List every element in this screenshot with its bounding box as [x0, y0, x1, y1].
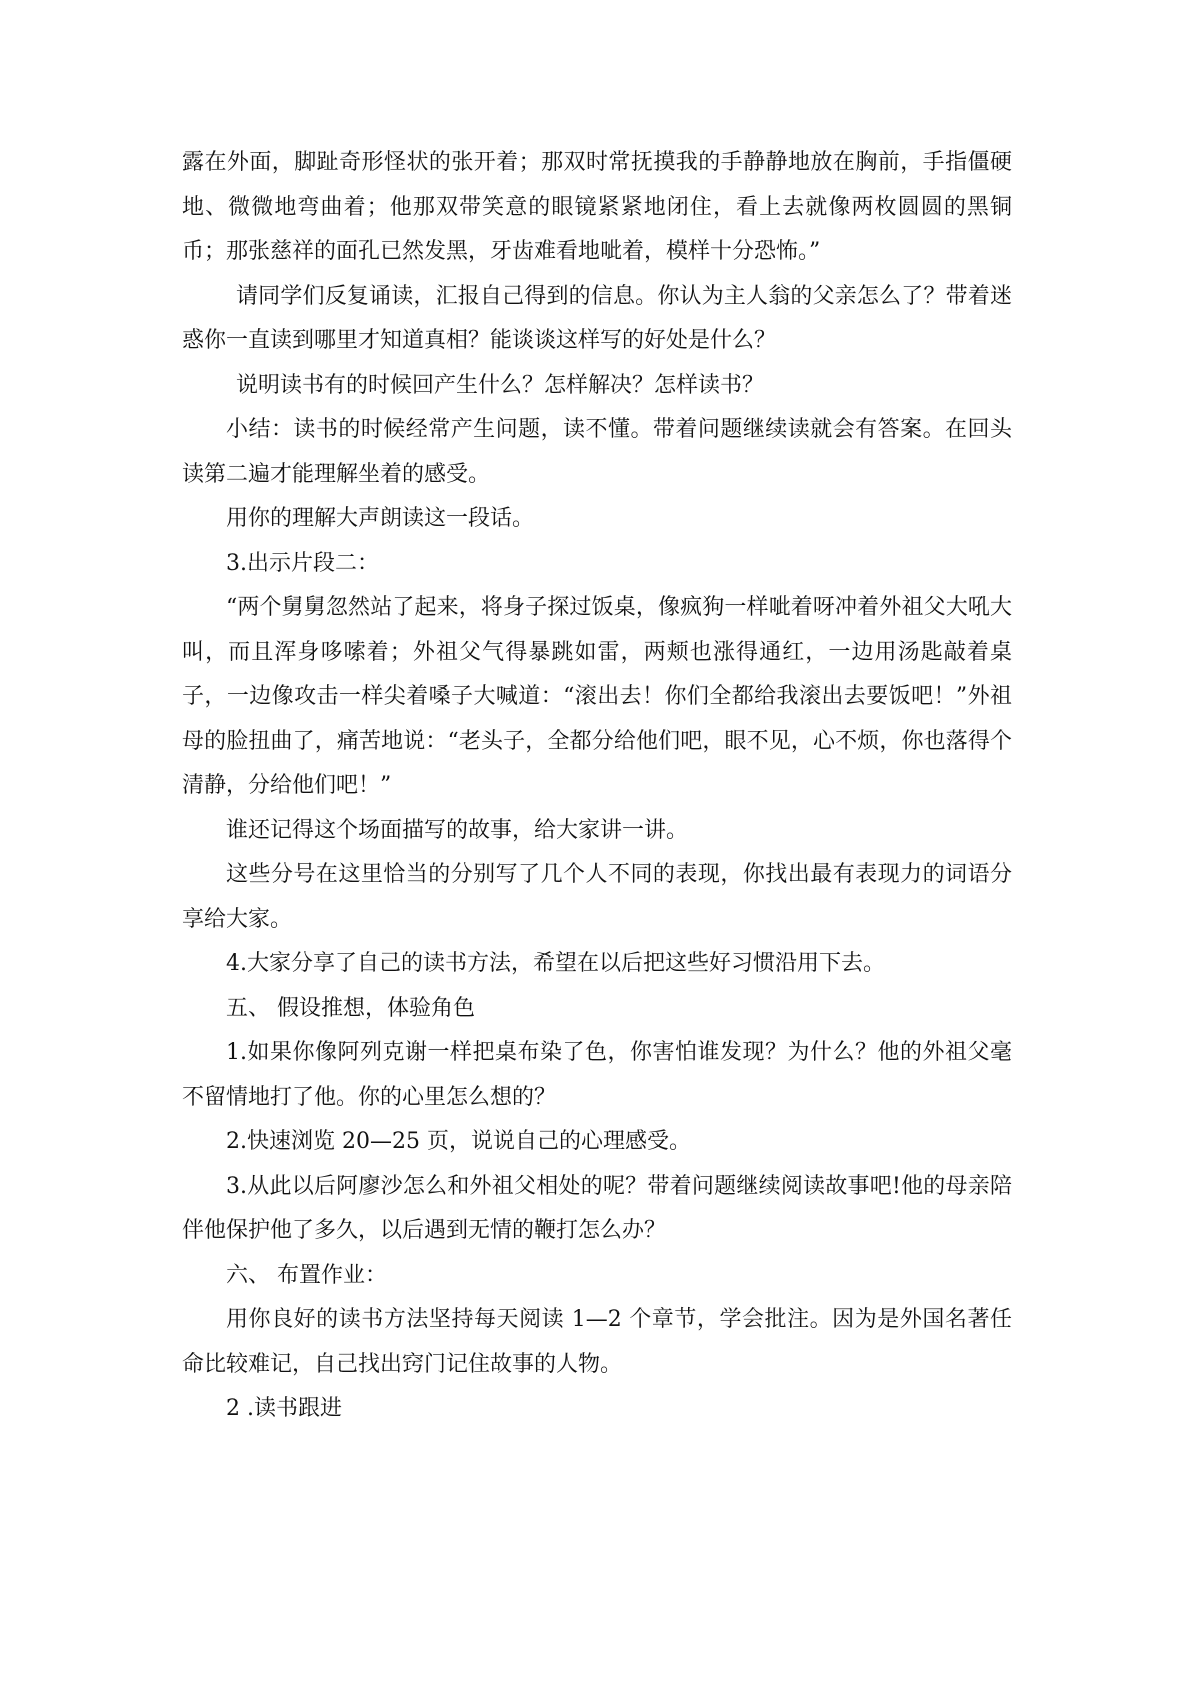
- paragraph-semicolon-task: 这些分号在这里恰当的分别写了几个人不同的表现，你找出最有表现力的词语分享给大家。: [182, 862, 1012, 932]
- document-body: [182, 141, 1012, 1432]
- paragraph-excerpt-two-heading: 3.出示片段二：: [226, 550, 379, 576]
- paragraph-read-aloud: 用你的理解大声朗读这一段话。: [226, 506, 535, 531]
- paragraph-explain-question: 说明读书有的时候回产生什么？怎样解决？怎样读书？: [236, 372, 765, 398]
- paragraph-summary: 小结：读书的时候经常产生问题，读不懂。带着问题继续读就会有答案。在回头读第二遍才能理解坐着的感受。: [182, 417, 1012, 487]
- paragraph-item-one: 1.如果你像阿列克谢一样把桌布染了色，你害怕谁发现？为什么？他的外祖父毫不留情地打了他。你的心里怎么想的？: [182, 1040, 1012, 1110]
- paragraph-share-methods: 4.大家分享了自己的读书方法，希望在以后把这些好习惯沿用下去。: [226, 951, 885, 976]
- section-heading-five: 五、 假设推想，体验角色: [226, 995, 475, 1021]
- paragraph-homework: 用你良好的读书方法坚持每天阅读 1—2 个章节，学会批注。因为是外国名著任命比较难记，自己找出窍门记住故事的人物。: [182, 1307, 1012, 1377]
- section-heading-six: 六、 布置作业：: [226, 1262, 387, 1288]
- paragraph-quote-uncles: “两个舅舅忽然站了起来，将身子探过饭桌，像疯狗一样呲着呀冲着外祖父大吼大叫，而且浑身哆嗦着；外祖父气得暴跳如雷，两颊也涨得通红，一边用汤匙敲着桌子，一边像攻击一样尖着嗓子大喊道：“滚出去！你们全都给我滚出去要饭吧！”外祖母的脸扭曲了，痛苦地说：“老头子，全都分给他们吧，眼不见，心不烦，你也落得个清静，分给他们吧！”: [182, 595, 1012, 798]
- paragraph-quote-father: 露在外面，脚趾奇形怪状的张开着；那双时常抚摸我的手静静地放在胸前，手指僵硬地、微微地弯曲着；他那双带笑意的眼镜紧紧地闭住，看上去就像两枚圆圆的黑铜币；那张慈祥的面孔已然发黑，牙齿难看地呲着，模样十分恐怖。”: [182, 150, 1012, 264]
- paragraph-follow-up: 2 .读书跟进: [226, 1396, 342, 1421]
- paragraph-retell-story: 谁还记得这个场面描写的故事，给大家讲一讲。: [226, 817, 689, 843]
- paragraph-item-three: 3.从此以后阿廖沙怎么和外祖父相处的呢？带着问题继续阅读故事吧!他的母亲陪伴他保护他了多久，以后遇到无情的鞭打怎么办？: [182, 1173, 1012, 1243]
- paragraph-reading-prompt: 请同学们反复诵读，汇报自己得到的信息。你认为主人翁的父亲怎么了？带着迷惑你一直读到哪里才知道真相？能谈谈这样写的好处是什么？: [182, 283, 1012, 353]
- paragraph-item-two: 2.快速浏览 20—25 页，说说自己的心理感受。: [226, 1129, 691, 1154]
